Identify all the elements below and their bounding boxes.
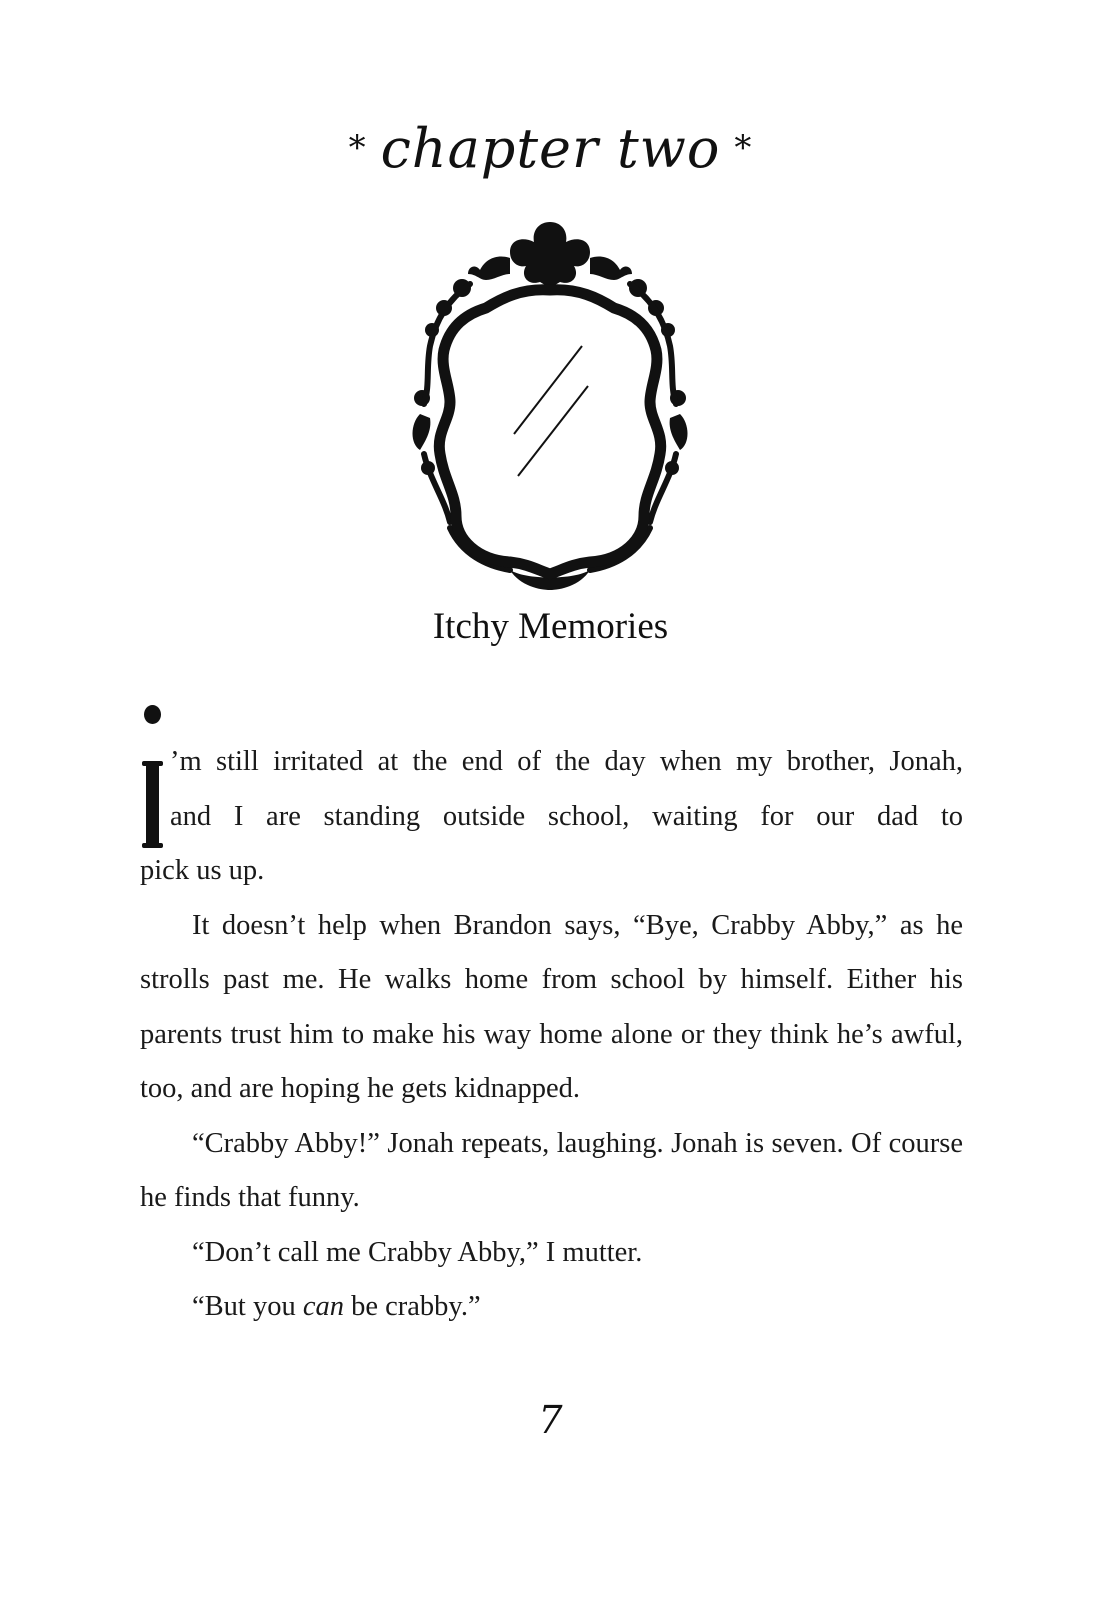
paragraph: It doesn’t help when Brandon says, “Bye, Crabby Abby,” as he strolls past me. He walks home from school by himself. Either his parents trust him to make his way home alone or they think he’s awful, too, and are hoping he gets kidnapped. [140, 909, 963, 1104]
dialogue-text: be crabby.” [343, 1291, 481, 1322]
paragraph-last [140, 1280, 963, 1335]
chapter-label: chapter two [380, 117, 721, 180]
page-number: 7 [538, 1398, 563, 1442]
asterisk-ornament-icon: * [734, 128, 753, 168]
chapter-heading [0, 108, 1101, 189]
asterisk-ornament-icon: * [348, 128, 367, 168]
drop-cap-stem [146, 761, 159, 847]
emphasized-word: can [302, 1291, 344, 1322]
opening-line-2: and I are standing outside school, waiting for our dad to [170, 800, 963, 832]
chapter-title: Itchy Memories [432, 606, 669, 647]
dialogue-text: “But you [192, 1291, 303, 1322]
ornate-mirror-icon [410, 218, 690, 593]
drop-cap-dot [144, 705, 161, 724]
drop-cap-letter [142, 753, 162, 863]
opening-line-1: ’m still irritated at the end of the day when my brother, Jonah, [170, 746, 963, 777]
drop-cap-serif [142, 843, 163, 848]
paragraph: “Don’t call me Crabby Abby,” I mutter. [192, 1236, 643, 1268]
opening-line-3: pick us up. [140, 855, 265, 886]
body-text [140, 735, 963, 1335]
paragraph: “Crabby Abby!” Jonah repeats, laughing. Jonah is seven. Of course he finds that funny. [140, 1127, 963, 1213]
opening-paragraph [140, 735, 963, 899]
